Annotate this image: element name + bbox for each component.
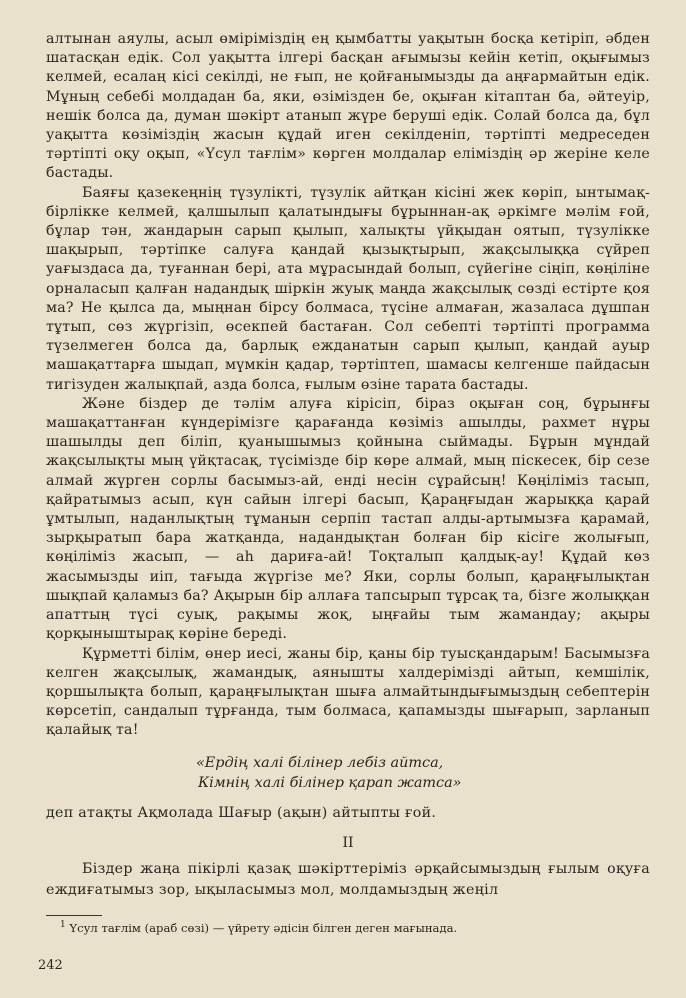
poem-attribution: деп атақты Ақмолада Шағыр (ақын) айтыпты ғой. (46, 804, 437, 821)
footnote-divider (46, 915, 102, 916)
paragraph-3: Және біздер де тәлім алуға кірісіп, біраз оқыған соң, бұрынғы машақаттанған күндерімізге қарағанда көзіміз ашылды, рахмет нұры шашылды деп біліп, қуанышымыз қойнына сыймады. Бұрын мұндай жақсылықты мың үйқтасақ, түсімізде бір көре алмай, мың піскесек, бір сезе алмай жүрген сорлы басымыз-ай, енді несін сұрайсың! Көңіліміз тасып, қайратымыз асып, күн сайын ілгері басып, Қараңғыдан жарыққа қарай ұмтылып, наданлықтың тұманын серпіп тастап алды-артымызға қарамай, зырқыратып бара жатқанда, надандықтан болған бір кісіге жолығып, көңіліміз жасып, — аһ дариға-ай! Тоқталып қалдық-ау! Құдай көз жасымызды иіп, тағыда жүргізе ме? Яки, сорлы болып, қараңғылықтан шықпай қаламыз ба? Ақырын бір аллаға тапсырып тұрсақ та, бізге жолыққан апаттың түсі суық, рақымы жоқ, ыңғайы тым жамандау; ақыры қорқыныштырақ көріне береді. (46, 395, 650, 643)
poem-line-1: «Ердің халі білінер лебіз айтса, (196, 754, 444, 771)
paragraph-5: Біздер жаңа пікірлі қазақ шәкірттеріміз әрқайсымыздың ғылым оқуға еждиғатымыз зор, ықыласымыз мол, молдамыздың жеңіл (46, 860, 650, 898)
footnote-text: Үсул тағлім (араб сөзі) — үйрету әдісін білген деген мағынада. (69, 920, 458, 935)
footnote-marker: 1 (60, 920, 66, 930)
footnote (60, 920, 457, 935)
paragraph-1: алтынан аяулы, асыл өміріміздің ең қымбатты уақытын босқа кетіріп, әбден шатасқан едік. Сол уақытта ілгері басқан ағымызы кейін кетіп, оқығымыз келмей, есалаң кісі секілді, не ғып, не қойғанымызды да аңғармайтын едік. Мұның себебі молдадан ба, яки, өзімізден бе, оқыған кітаптан ба, әйтеуір, нешік болса да, думан шәкірт атанып жүре беруші едік. Солай болса да, бұл уақытта көзіміздің жасын құдай иген секілденіп, тәртіпті медреседен тәртіпті оқу оқып, «Үсул тағлім» көрген молдалар еліміздің әр жеріне келе бастады. (46, 31, 650, 182)
paragraph-2: Баяғы қазекеңнің түзулікті, түзулік айтқан кісіні жек көріп, ынтымақ-бірлікке келмей, қалшылып қалатындығы бұрыннан-ақ әркімге мәлім ғой, бұлар тән, жандарын сарып қылып, халықты үйқыдан оятып, түзулікке шақырып, тәртіпке салуға қандай қызықтырып, жақсылыққа сүйреп уағыздаса да, туғаннан бері, ата мұрасындай болып, сүйегіне сіңіп, көңіліне орналасып қалған надандық шіркін жуық маңда жақсылық сөзді естірте қоя ма? Не қылса да, мыңнан бірсу болмаса, түсіне алмаған, жазаласа дұшпан тұтып, сөз жүргізіп, өсекпей бастаған. Сол себепті тәртіпті программа түзелмеген болса да, барлық ежданатын сарып қылып, қандай ауыр машақаттарға шыдап, мүмкін қадар, тәртіптеп, шамасы келгенше пайдасын тигізуден жалықпай, азда болса, ғылым өзіне тарата бастады. (46, 184, 650, 393)
page-number: 242 (38, 958, 63, 973)
poem-quote (196, 753, 650, 793)
poem-line-2: Кімнің халі білінер қарап жатса» (198, 774, 462, 791)
paragraph-4: Құрметті білім, өнер иесі, жаны бір, қаны бір туысқандарым! Басымызға келген жақсылық, жамандық, аянышты халдерімізді айтып, кемшілік, қоршылықта болып, қараңғылықтан шыға алмайтындығымыздың себептерін көрсетіп, сандалып тұрғанда, тым болмаса, қапамызды шығарып, зарланып қалайық та! (46, 645, 650, 739)
section-number: II (342, 834, 354, 851)
